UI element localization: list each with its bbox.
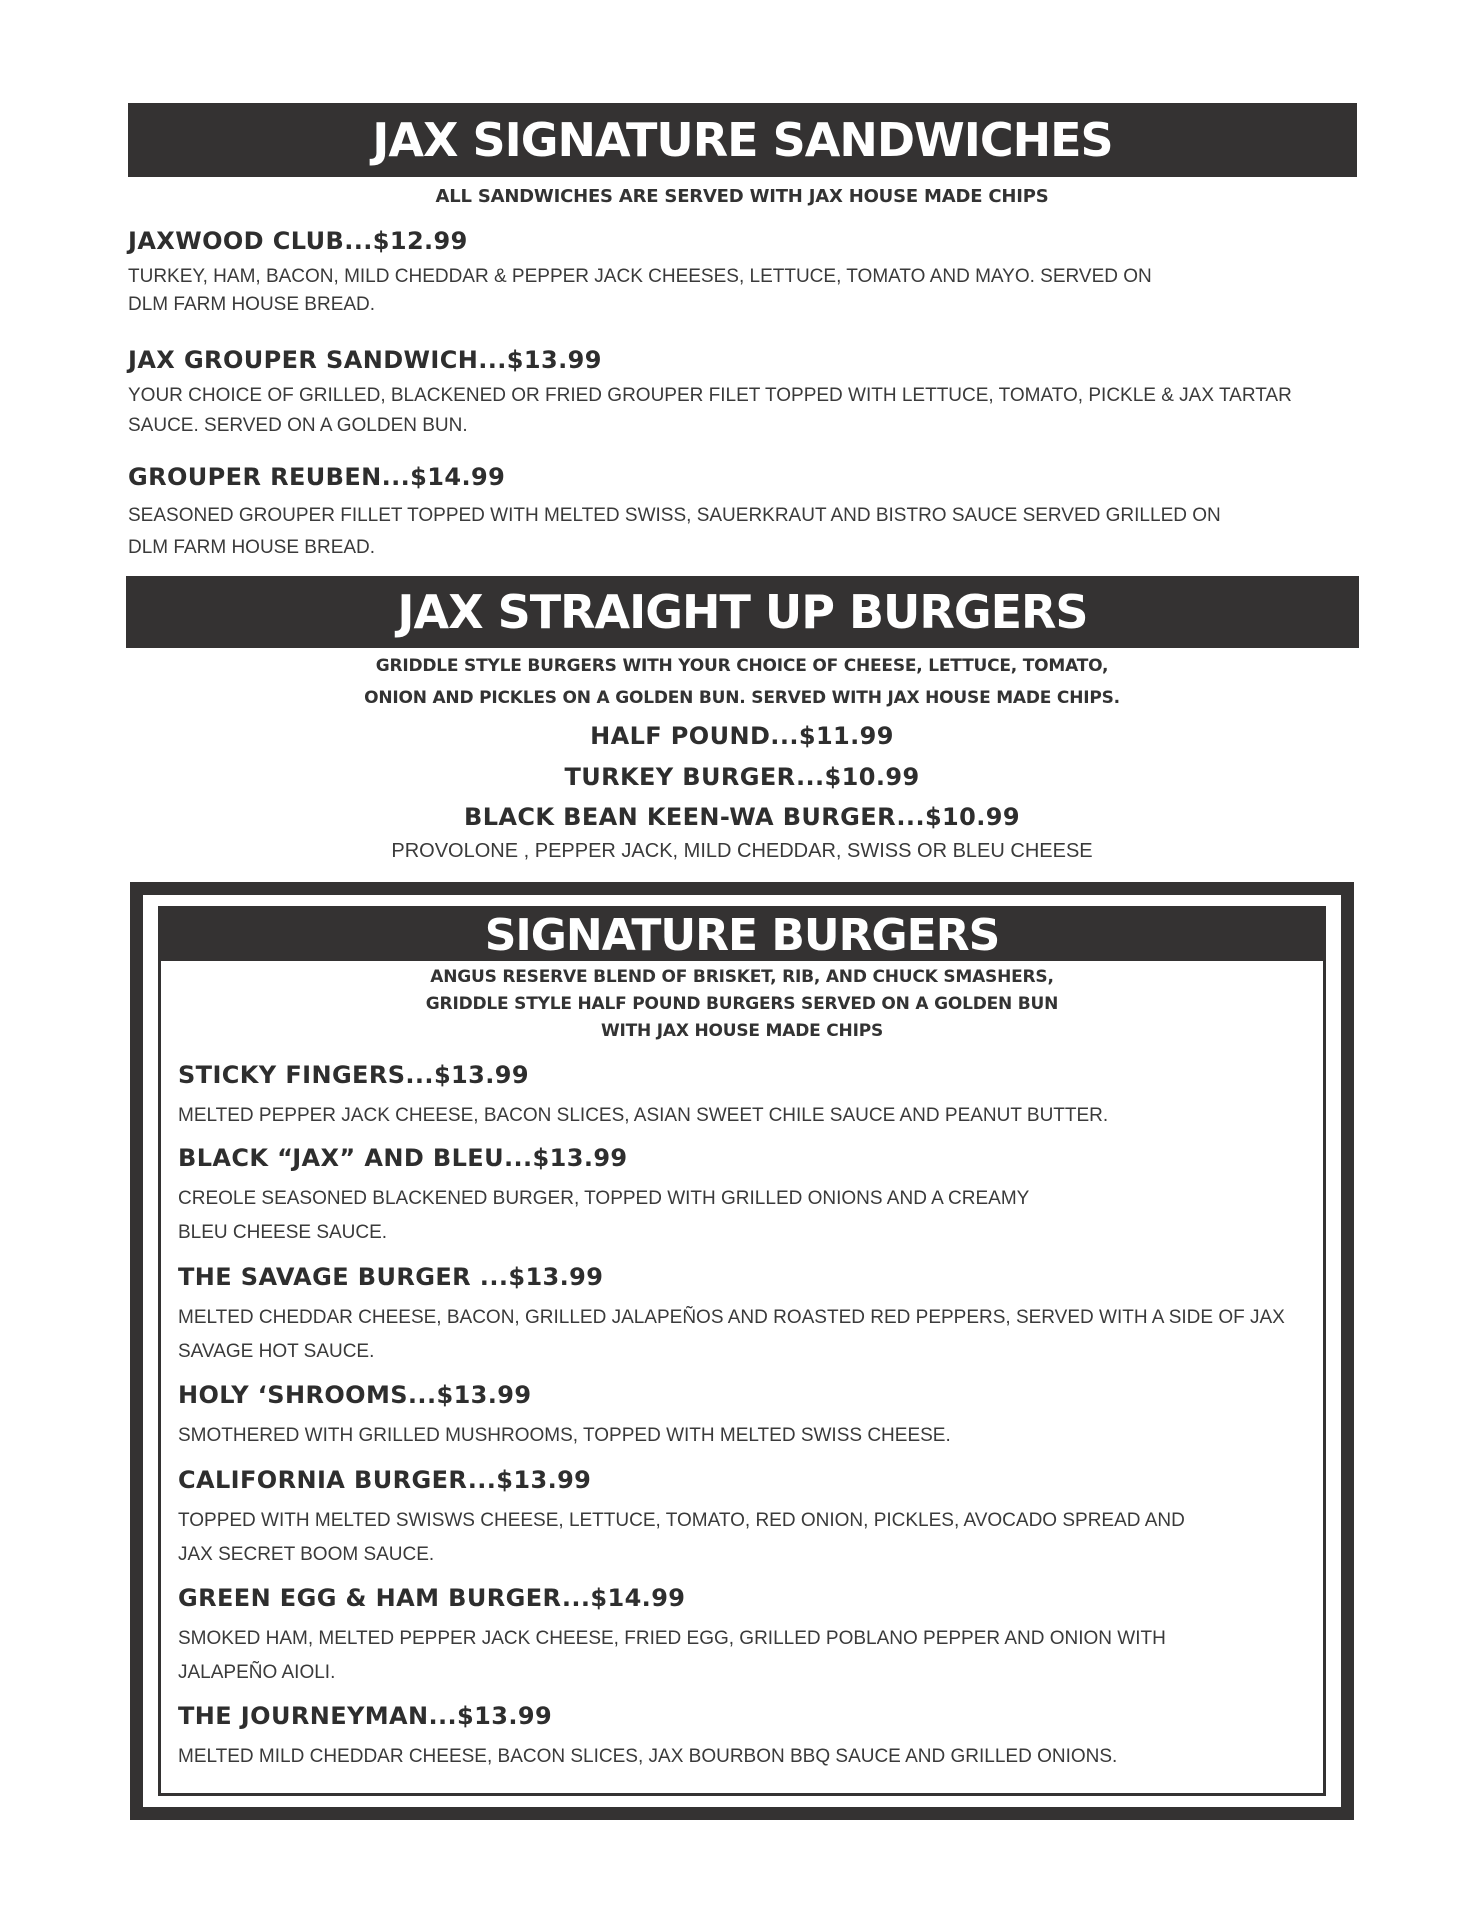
signature-subtitle-line: ANGUS RESERVE BLEND OF BRISKET, RIB, AND CHUCK SMASHERS, bbox=[430, 967, 1054, 987]
menu-item-description bbox=[128, 263, 1152, 319]
description-line: MELTED MILD CHEDDAR CHEESE, BACON SLICES, JAX BOURBON BBQ SAUCE AND GRILLED ONIONS. bbox=[178, 1746, 1118, 1767]
signature-subtitle-line: GRIDDLE STYLE HALF POUND BURGERS SERVED ON A GOLDEN BUN bbox=[425, 994, 1059, 1014]
menu-item-description bbox=[178, 1301, 1285, 1369]
burgers-subtitle-line: GRIDDLE STYLE BURGERS WITH YOUR CHOICE OF CHEESE, LETTUCE, TOMATO, bbox=[375, 656, 1109, 676]
description-line: SMOKED HAM, MELTED PEPPER JACK CHEESE, FRIED EGG, GRILLED POBLANO PEPPER AND ONION WITH bbox=[178, 1628, 1166, 1649]
description-line: DLM FARM HOUSE BREAD. bbox=[128, 294, 376, 315]
description-line: BLEU CHEESE SAUCE. bbox=[178, 1222, 388, 1243]
sandwiches-banner bbox=[128, 103, 1357, 177]
menu-item-name: THE SAVAGE BURGER ...$13.99 bbox=[178, 1263, 604, 1291]
menu-item-description bbox=[178, 1740, 1117, 1774]
burgers-banner bbox=[126, 576, 1359, 648]
description-line: JALAPEÑO AIOLI. bbox=[178, 1662, 336, 1683]
description-line: TURKEY, HAM, BACON, MILD CHEDDAR & PEPPER JACK CHEESES, LETTUCE, TOMATO AND MAYO. SERVED ON bbox=[128, 266, 1152, 287]
sandwiches-title: JAX SIGNATURE SANDWICHES bbox=[372, 113, 1113, 167]
description-line: CREOLE SEASONED BLACKENED BURGER, TOPPED WITH GRILLED ONIONS AND A CREAMY bbox=[178, 1188, 1030, 1209]
signature-title: SIGNATURE BURGERS bbox=[484, 910, 1000, 961]
sandwiches-subtitle: ALL SANDWICHES ARE SERVED WITH JAX HOUSE MADE CHIPS bbox=[435, 186, 1049, 207]
description-line: SEASONED GROUPER FILLET TOPPED WITH MELTED SWISS, SAUERKRAUT AND BISTRO SAUCE SERVED GRILLED ON bbox=[128, 505, 1221, 526]
menu-item-name: JAX GROUPER SANDWICH...$13.99 bbox=[128, 346, 602, 374]
description-line: YOUR CHOICE OF GRILLED, BLACKENED OR FRIED GROUPER FILET TOPPED WITH LETTUCE, TOMATO, PICKLE & JAX TARTAR bbox=[128, 385, 1292, 406]
menu-item-description bbox=[178, 1182, 1029, 1250]
cheese-options: PROVOLONE , PEPPER JACK, MILD CHEDDAR, SWISS OR BLEU CHEESE bbox=[391, 840, 1093, 862]
menu-item-description bbox=[178, 1419, 951, 1453]
menu-item-name: CALIFORNIA BURGER...$13.99 bbox=[178, 1466, 592, 1494]
signature-subtitle-line: WITH JAX HOUSE MADE CHIPS bbox=[600, 1021, 884, 1041]
burger-option: HALF POUND...$11.99 bbox=[590, 722, 894, 750]
burger-option: BLACK BEAN KEEN-WA BURGER...$10.99 bbox=[464, 803, 1020, 831]
description-line: SAUCE. SERVED ON A GOLDEN BUN. bbox=[128, 415, 468, 436]
description-line: SAVAGE HOT SAUCE. bbox=[178, 1341, 375, 1362]
signature-banner bbox=[161, 909, 1323, 961]
description-line: MELTED CHEDDAR CHEESE, BACON, GRILLED JALAPEÑOS AND ROASTED RED PEPPERS, SERVED WITH A SIDE OF JAX bbox=[178, 1307, 1285, 1328]
menu-item-name: HOLY ‘SHROOMS...$13.99 bbox=[178, 1381, 532, 1409]
menu-item-description bbox=[128, 381, 1292, 441]
menu-item-name: JAXWOOD CLUB...$12.99 bbox=[128, 227, 468, 255]
description-line: SMOTHERED WITH GRILLED MUSHROOMS, TOPPED WITH MELTED SWISS CHEESE. bbox=[178, 1425, 951, 1446]
description-line: MELTED PEPPER JACK CHEESE, BACON SLICES, ASIAN SWEET CHILE SAUCE AND PEANUT BUTTER. bbox=[178, 1105, 1109, 1126]
menu-item-name: GREEN EGG & HAM BURGER...$14.99 bbox=[178, 1584, 686, 1612]
menu-item-description bbox=[128, 500, 1221, 564]
menu-item-name: BLACK “JAX” AND BLEU...$13.99 bbox=[178, 1144, 628, 1172]
menu-item-description bbox=[178, 1504, 1185, 1572]
description-line: TOPPED WITH MELTED SWISWS CHEESE, LETTUCE, TOMATO, RED ONION, PICKLES, AVOCADO SPREAD AND bbox=[178, 1510, 1185, 1531]
menu-item-name: THE JOURNEYMAN...$13.99 bbox=[178, 1702, 553, 1730]
description-line: JAX SECRET BOOM SAUCE. bbox=[178, 1544, 435, 1565]
menu-item-name: STICKY FINGERS...$13.99 bbox=[178, 1061, 529, 1089]
burger-option: TURKEY BURGER...$10.99 bbox=[564, 763, 920, 791]
burgers-title: JAX STRAIGHT UP BURGERS bbox=[397, 585, 1088, 639]
menu-item-name: GROUPER REUBEN...$14.99 bbox=[128, 463, 506, 491]
menu-item-description bbox=[178, 1622, 1166, 1690]
description-line: DLM FARM HOUSE BREAD. bbox=[128, 537, 376, 558]
burgers-subtitle-line: ONION AND PICKLES ON A GOLDEN BUN. SERVED WITH JAX HOUSE MADE CHIPS. bbox=[364, 688, 1120, 708]
menu-item-description bbox=[178, 1099, 1108, 1133]
